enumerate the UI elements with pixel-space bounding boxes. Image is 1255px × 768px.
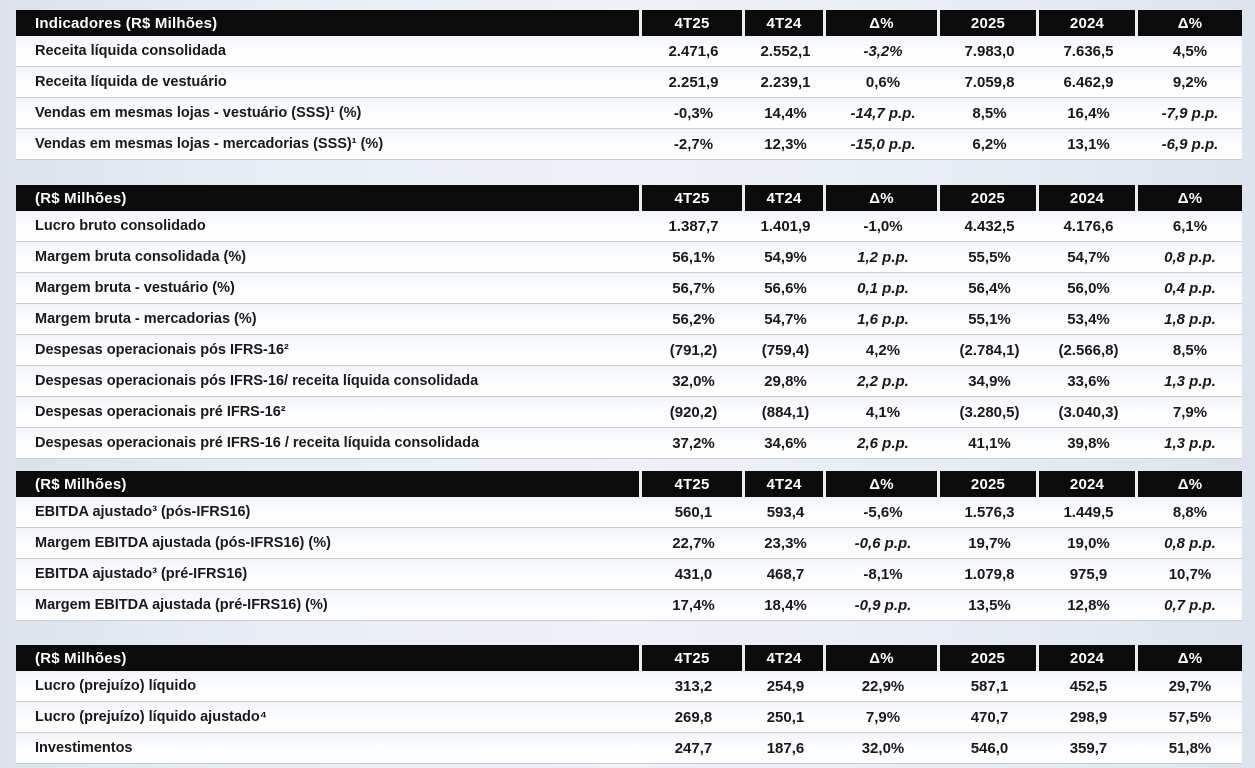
cell-value: (3.040,3) — [1058, 403, 1119, 421]
cell-value: 32,0% — [861, 739, 905, 757]
cell-value: 2.552,1 — [760, 42, 811, 60]
table-title: (R$ Milhões) — [16, 471, 642, 497]
table-indicadores — [16, 10, 1242, 160]
cell-value: 8,8% — [1172, 503, 1208, 521]
table-row — [16, 211, 1242, 242]
cell-value: 22,9% — [861, 677, 905, 695]
column-header: 2025 — [940, 645, 1039, 671]
table-lucro-liquido-investimentos — [16, 645, 1242, 764]
row-label: Lucro bruto consolidado — [35, 218, 206, 234]
cell-value: 4,5% — [1172, 42, 1208, 60]
cell-value: 1,2 p.p. — [857, 248, 909, 266]
cell-value: -8,1% — [863, 565, 903, 583]
column-header: 2024 — [1039, 185, 1138, 211]
cell-value: 298,9 — [1069, 708, 1108, 726]
cell-value: 39,8% — [1067, 434, 1110, 452]
cell-value: 57,5% — [1168, 708, 1212, 726]
cell-value: 32,0% — [672, 372, 715, 390]
cell-value: 254,9 — [766, 677, 805, 695]
cell-value: 19,7% — [968, 534, 1011, 552]
cell-value: 9,2% — [1172, 73, 1208, 91]
cell-value: 4,1% — [865, 403, 901, 421]
cell-value: -3,2% — [863, 42, 903, 60]
column-header: 4T24 — [745, 471, 826, 497]
column-header: 4T24 — [745, 185, 826, 211]
row-label: EBITDA ajustado³ (pós-IFRS16) — [35, 504, 251, 520]
cell-value: 8,5% — [972, 104, 1007, 122]
table-row — [16, 67, 1242, 98]
column-header: 2024 — [1039, 471, 1138, 497]
cell-value: 7.636,5 — [1063, 42, 1114, 60]
row-label: Despesas operacionais pós IFRS-16² — [35, 342, 289, 358]
table-row — [16, 528, 1242, 559]
cell-value: 12,8% — [1067, 596, 1110, 614]
cell-value: 2.251,9 — [668, 73, 719, 91]
cell-value: 1,3 p.p. — [1164, 372, 1216, 390]
cell-value: 0,7 p.p. — [1164, 596, 1216, 614]
cell-value: 7.983,0 — [964, 42, 1015, 60]
row-label: Despesas operacionais pré IFRS-16 / receita líquida consolidada — [35, 435, 480, 451]
cell-value: 313,2 — [674, 677, 713, 695]
cell-value: 33,6% — [1067, 372, 1110, 390]
cell-value: (2.566,8) — [1058, 341, 1119, 359]
table-row — [16, 559, 1242, 590]
cell-value: 41,1% — [968, 434, 1011, 452]
cell-value: 1.449,5 — [1063, 503, 1114, 521]
table-row — [16, 273, 1242, 304]
cell-value: (3.280,5) — [959, 403, 1020, 421]
cell-value: 0,1 p.p. — [857, 279, 909, 297]
cell-value: 56,1% — [672, 248, 715, 266]
cell-value: 6,1% — [1172, 217, 1208, 235]
cell-value: -6,9 p.p. — [1161, 135, 1219, 153]
table-row — [16, 733, 1242, 764]
cell-value: 6,2% — [972, 135, 1007, 153]
table-row — [16, 397, 1242, 428]
column-header: 4T25 — [642, 10, 745, 36]
table-row — [16, 304, 1242, 335]
column-header: Δ% — [826, 10, 940, 36]
cell-value: 16,4% — [1067, 104, 1110, 122]
row-label: Receita líquida consolidada — [35, 43, 226, 59]
cell-value: 250,1 — [766, 708, 805, 726]
cell-value: 431,0 — [674, 565, 713, 583]
cell-value: 23,3% — [764, 534, 807, 552]
column-header: 4T25 — [642, 645, 745, 671]
table-row — [16, 497, 1242, 528]
row-label: Despesas operacionais pós IFRS-16/ receita líquida consolidada — [35, 373, 479, 389]
cell-value: 247,7 — [674, 739, 713, 757]
column-header: Δ% — [1138, 645, 1242, 671]
cell-value: -0,6 p.p. — [854, 534, 912, 552]
cell-value: 187,6 — [766, 739, 805, 757]
table-title: (R$ Milhões) — [16, 185, 642, 211]
table-header-row — [16, 645, 1242, 671]
table-row — [16, 335, 1242, 366]
cell-value: (2.784,1) — [959, 341, 1020, 359]
cell-value: 0,8 p.p. — [1164, 248, 1216, 266]
table-row — [16, 366, 1242, 397]
column-header: 2025 — [940, 10, 1039, 36]
cell-value: 7,9% — [865, 708, 901, 726]
row-label: Vendas em mesmas lojas - mercadorias (SSS)¹ (%) — [35, 136, 384, 152]
cell-value: 56,7% — [672, 279, 715, 297]
cell-value: 29,7% — [1168, 677, 1212, 695]
cell-value: -15,0 p.p. — [850, 135, 916, 153]
cell-value: 1.576,3 — [964, 503, 1015, 521]
row-label: EBITDA ajustado³ (pré-IFRS16) — [35, 566, 248, 582]
table-header-row — [16, 10, 1242, 36]
row-label: Receita líquida de vestuário — [35, 74, 227, 90]
column-header: 4T25 — [642, 185, 745, 211]
table-row — [16, 36, 1242, 67]
column-header: 2024 — [1039, 645, 1138, 671]
cell-value: 1,6 p.p. — [857, 310, 909, 328]
cell-value: 975,9 — [1069, 565, 1108, 583]
column-header: 2024 — [1039, 10, 1138, 36]
cell-value: 0,6% — [865, 73, 901, 91]
cell-value: 269,8 — [674, 708, 713, 726]
column-header: Δ% — [826, 185, 940, 211]
cell-value: 452,5 — [1069, 677, 1108, 695]
column-header: 4T24 — [745, 10, 826, 36]
cell-value: 1,8 p.p. — [1164, 310, 1216, 328]
column-header: 4T25 — [642, 471, 745, 497]
cell-value: (920,2) — [669, 403, 718, 421]
cell-value: -2,7% — [673, 135, 714, 153]
cell-value: 7.059,8 — [964, 73, 1015, 91]
cell-value: 17,4% — [672, 596, 715, 614]
cell-value: 14,4% — [764, 104, 807, 122]
cell-value: 51,8% — [1168, 739, 1212, 757]
cell-value: 4.432,5 — [964, 217, 1015, 235]
cell-value: 22,7% — [672, 534, 715, 552]
cell-value: -7,9 p.p. — [1161, 104, 1219, 122]
cell-value: 560,1 — [674, 503, 713, 521]
cell-value: 0,8 p.p. — [1164, 534, 1216, 552]
table-lucro-bruto-despesas — [16, 185, 1242, 459]
cell-value: 34,6% — [764, 434, 807, 452]
table-row — [16, 428, 1242, 459]
cell-value: -5,6% — [863, 503, 903, 521]
table-row — [16, 590, 1242, 621]
cell-value: 56,2% — [672, 310, 715, 328]
cell-value: -14,7 p.p. — [850, 104, 916, 122]
cell-value: 10,7% — [1168, 565, 1212, 583]
row-label: Margem EBITDA ajustada (pré-IFRS16) (%) — [35, 597, 328, 613]
column-header: Δ% — [826, 645, 940, 671]
cell-value: 55,5% — [968, 248, 1011, 266]
cell-value: -0,3% — [673, 104, 714, 122]
cell-value: 593,4 — [766, 503, 805, 521]
cell-value: 37,2% — [672, 434, 715, 452]
table-title: Indicadores (R$ Milhões) — [16, 10, 642, 36]
cell-value: 587,1 — [970, 677, 1009, 695]
cell-value: 1.079,8 — [964, 565, 1015, 583]
cell-value: 56,4% — [968, 279, 1011, 297]
cell-value: 0,4 p.p. — [1164, 279, 1216, 297]
cell-value: 34,9% — [968, 372, 1011, 390]
row-label: Lucro (prejuízo) líquido — [35, 678, 197, 694]
cell-value: 2,6 p.p. — [857, 434, 909, 452]
table-ebitda — [16, 471, 1242, 621]
cell-value: 29,8% — [764, 372, 807, 390]
row-label: Despesas operacionais pré IFRS-16² — [35, 404, 286, 420]
cell-value: 2.471,6 — [668, 42, 719, 60]
table-row — [16, 702, 1242, 733]
cell-value: 468,7 — [766, 565, 805, 583]
row-label: Margem bruta consolidada (%) — [35, 249, 247, 265]
table-row — [16, 671, 1242, 702]
cell-value: (759,4) — [761, 341, 810, 359]
column-header: Δ% — [826, 471, 940, 497]
cell-value: -1,0% — [863, 217, 903, 235]
cell-value: 8,5% — [1172, 341, 1208, 359]
row-label: Margem EBITDA ajustada (pós-IFRS16) (%) — [35, 535, 331, 551]
table-header-row — [16, 471, 1242, 497]
table-row — [16, 98, 1242, 129]
cell-value: (884,1) — [761, 403, 810, 421]
column-header: Δ% — [1138, 185, 1242, 211]
cell-value: 470,7 — [970, 708, 1009, 726]
cell-value: 12,3% — [764, 135, 807, 153]
row-label: Lucro (prejuízo) líquido ajustado⁴ — [35, 709, 267, 725]
column-header: Δ% — [1138, 10, 1242, 36]
cell-value: 54,7% — [764, 310, 807, 328]
column-header: Δ% — [1138, 471, 1242, 497]
cell-value: 359,7 — [1069, 739, 1108, 757]
cell-value: 19,0% — [1067, 534, 1110, 552]
cell-value: 7,9% — [1172, 403, 1208, 421]
cell-value: 1.401,9 — [760, 217, 811, 235]
cell-value: 18,4% — [764, 596, 807, 614]
cell-value: 53,4% — [1067, 310, 1110, 328]
cell-value: 56,6% — [764, 279, 807, 297]
cell-value: 56,0% — [1067, 279, 1110, 297]
table-row — [16, 129, 1242, 160]
table-header-row — [16, 185, 1242, 211]
table-title: (R$ Milhões) — [16, 645, 642, 671]
row-label: Margem bruta - vestuário (%) — [35, 280, 235, 296]
cell-value: 54,7% — [1067, 248, 1110, 266]
cell-value: 54,9% — [764, 248, 807, 266]
cell-value: 55,1% — [968, 310, 1011, 328]
cell-value: 4.176,6 — [1063, 217, 1114, 235]
cell-value: 546,0 — [970, 739, 1009, 757]
cell-value: 1.387,7 — [668, 217, 719, 235]
cell-value: 13,5% — [968, 596, 1011, 614]
row-label: Margem bruta - mercadorias (%) — [35, 311, 257, 327]
cell-value: 2.239,1 — [760, 73, 811, 91]
column-header: 4T24 — [745, 645, 826, 671]
row-label: Investimentos — [35, 740, 133, 756]
cell-value: 1,3 p.p. — [1164, 434, 1216, 452]
cell-value: 13,1% — [1067, 135, 1110, 153]
cell-value: (791,2) — [669, 341, 718, 359]
column-header: 2025 — [940, 185, 1039, 211]
row-label: Vendas em mesmas lojas - vestuário (SSS)¹ (%) — [35, 105, 362, 121]
cell-value: 2,2 p.p. — [857, 372, 909, 390]
table-row — [16, 242, 1242, 273]
cell-value: 4,2% — [865, 341, 901, 359]
column-header: 2025 — [940, 471, 1039, 497]
cell-value: -0,9 p.p. — [854, 596, 912, 614]
cell-value: 6.462,9 — [1063, 73, 1114, 91]
